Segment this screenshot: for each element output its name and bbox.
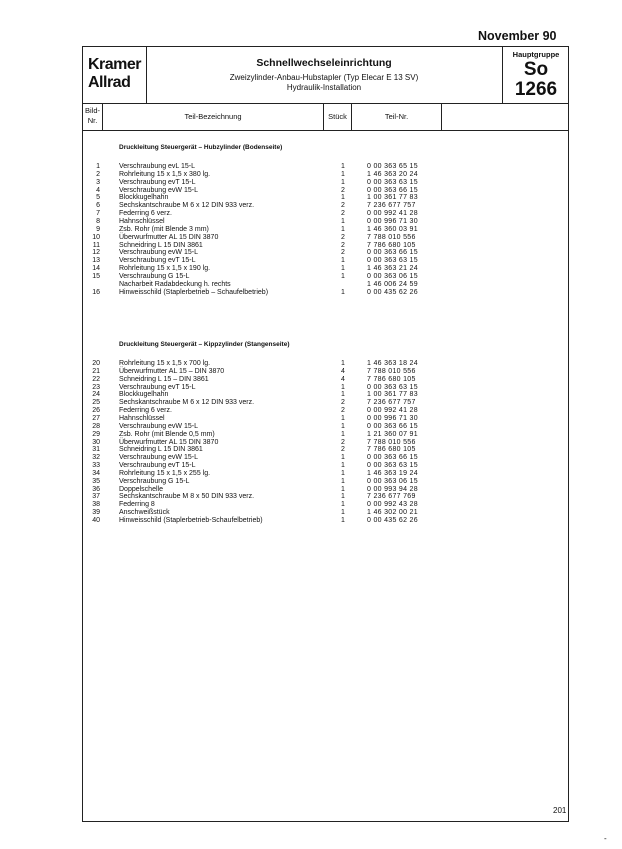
logo-line-1: Kramer xyxy=(88,56,142,73)
cell-teil-nr: 1 46 363 19 24 xyxy=(367,469,418,477)
cell-teil-nr: 0 00 363 65 15 xyxy=(367,163,418,170)
cell-teil-bezeichnung: Hahnschlüssel xyxy=(119,217,165,225)
cell-bild-nr: 9 xyxy=(96,225,100,233)
table-row xyxy=(83,376,568,384)
cell-stueck: 2 xyxy=(341,202,345,210)
cell-bild-nr: 3 xyxy=(96,178,100,186)
cell-stueck: 1 xyxy=(341,194,345,202)
cell-bild-nr: 31 xyxy=(92,446,100,454)
cell-stueck: 2 xyxy=(341,249,345,257)
table-row xyxy=(83,368,568,376)
cell-teil-nr: 7 236 677 757 xyxy=(367,399,416,407)
brand-logo xyxy=(83,47,147,103)
table-row xyxy=(83,281,568,289)
cell-teil-bezeichnung: Schneidring L 15 – DIN 3861 xyxy=(119,375,209,383)
cell-stueck: 1 xyxy=(341,383,345,391)
cell-teil-bezeichnung: Hinweisschild (Staplerbetrieb – Schaufelbetrieb) xyxy=(119,288,269,296)
cell-teil-nr: 0 00 363 63 15 xyxy=(367,462,418,470)
table-row xyxy=(83,493,568,501)
cell-stueck: 2 xyxy=(341,438,345,446)
cell-teil-bezeichnung: Verschraubung evL 15-L xyxy=(119,163,196,170)
cell-teil-bezeichnung: Verschraubung evT 15-L xyxy=(119,383,196,391)
cell-bild-nr: 40 xyxy=(92,517,100,524)
table-row xyxy=(83,360,568,368)
cell-teil-nr: 1 00 361 77 83 xyxy=(367,391,418,399)
cell-teil-nr: 0 00 363 66 15 xyxy=(367,422,418,430)
page-number: 201 xyxy=(553,806,567,815)
column-header-stueck: Stück xyxy=(324,103,352,130)
column-header-nr: Nr. xyxy=(87,116,98,125)
cell-bild-nr: 22 xyxy=(92,375,100,383)
hauptgruppe-box xyxy=(502,47,569,103)
table-row xyxy=(83,517,568,525)
cell-bild-nr: 28 xyxy=(92,422,100,430)
cell-bild-nr: 32 xyxy=(92,454,100,462)
cell-stueck: 2 xyxy=(341,233,345,241)
cell-stueck: 4 xyxy=(341,367,345,375)
cell-teil-nr: 7 236 677 757 xyxy=(367,202,416,210)
cell-teil-bezeichnung: Rohrleitung 15 x 1,5 x 380 lg. xyxy=(119,170,211,178)
cell-teil-nr: 0 00 993 94 28 xyxy=(367,485,418,493)
cell-stueck: 1 xyxy=(341,517,345,524)
table-row xyxy=(83,431,568,439)
cell-teil-nr: 7 236 677 769 xyxy=(367,493,416,501)
cell-bild-nr: 12 xyxy=(92,249,100,257)
cell-teil-bezeichnung: Verschraubung G 15-L xyxy=(119,477,190,485)
cell-teil-bezeichnung: Federring 8 xyxy=(119,501,155,509)
cell-bild-nr: 30 xyxy=(92,438,100,446)
cell-teil-nr: 1 46 006 24 59 xyxy=(367,280,418,288)
cell-teil-bezeichnung: Verschraubung evT 15-L xyxy=(119,178,196,186)
cell-stueck: 1 xyxy=(341,170,345,178)
table-row xyxy=(83,234,568,242)
cell-teil-nr: 1 46 302 00 21 xyxy=(367,509,418,517)
cell-stueck: 1 xyxy=(341,257,345,265)
cell-bild-nr: 20 xyxy=(92,360,100,367)
page-subtitle-2: Hydraulik-Installation xyxy=(286,83,362,92)
column-header-blank xyxy=(442,103,568,130)
cell-stueck: 1 xyxy=(341,414,345,422)
cell-teil-nr: 0 00 996 71 30 xyxy=(367,217,418,225)
cell-bild-nr: 21 xyxy=(92,367,100,375)
parts-list-frame xyxy=(82,46,569,822)
cell-teil-nr: 0 00 992 43 28 xyxy=(367,501,418,509)
cell-stueck: 1 xyxy=(341,422,345,430)
cell-teil-nr: 7 786 680 105 xyxy=(367,375,416,383)
cell-teil-bezeichnung: Doppelschelle xyxy=(119,485,163,493)
cell-bild-nr: 7 xyxy=(96,210,100,218)
cell-stueck: 1 xyxy=(341,462,345,470)
cell-teil-bezeichnung: Überwurfmutter AL 15 DIN 3870 xyxy=(119,438,219,446)
cell-teil-bezeichnung: Anschweißstück xyxy=(119,509,170,517)
cell-stueck: 1 xyxy=(341,485,345,493)
cell-teil-bezeichnung: Überwurfmutter AL 15 DIN 3870 xyxy=(119,233,219,241)
column-header-row xyxy=(83,103,568,131)
cell-teil-nr: 0 00 435 62 26 xyxy=(367,288,418,296)
table-row xyxy=(83,289,568,297)
cell-teil-nr: 7 786 680 105 xyxy=(367,446,416,454)
cell-stueck: 2 xyxy=(341,399,345,407)
cell-stueck: 1 xyxy=(341,265,345,273)
cell-stueck: 1 xyxy=(341,391,345,399)
table-row xyxy=(83,171,568,179)
cell-teil-bezeichnung: Blockkugelhahn xyxy=(119,194,169,202)
cell-teil-nr: 0 00 996 71 30 xyxy=(367,414,418,422)
cell-stueck: 2 xyxy=(341,210,345,218)
cell-teil-nr: 0 00 435 62 26 xyxy=(367,517,418,524)
cell-bild-nr: 33 xyxy=(92,462,100,470)
cell-teil-bezeichnung: Hahnschlüssel xyxy=(119,414,165,422)
table-row xyxy=(83,187,568,195)
cell-bild-nr: 23 xyxy=(92,383,100,391)
column-header-teilnr: Teil-Nr. xyxy=(352,103,442,130)
cell-teil-nr: 0 00 363 06 15 xyxy=(367,477,418,485)
cell-bild-nr: 14 xyxy=(92,265,100,273)
table-row xyxy=(83,249,568,257)
page-title: Schnellwechseleinrichtung xyxy=(256,57,392,69)
cell-teil-nr: 1 21 360 07 91 xyxy=(367,430,418,438)
cell-bild-nr: 4 xyxy=(96,186,100,194)
cell-teil-nr: 0 00 363 66 15 xyxy=(367,249,418,257)
cell-bild-nr: 2 xyxy=(96,170,100,178)
table-row xyxy=(83,210,568,218)
cell-stueck: 1 xyxy=(341,469,345,477)
cell-teil-bezeichnung: Zsb. Rohr (mit Blende 3 mm) xyxy=(119,225,209,233)
cell-teil-bezeichnung: Federring 6 verz. xyxy=(119,407,172,415)
cell-bild-nr: 29 xyxy=(92,430,100,438)
hauptgruppe-number: 1266 xyxy=(514,79,558,100)
cell-teil-nr: 7 788 010 556 xyxy=(367,367,416,375)
cell-teil-bezeichnung: Schneidring L 15 DIN 3861 xyxy=(119,446,203,454)
hauptgruppe-so: So xyxy=(523,59,549,80)
cell-teil-bezeichnung: Blockkugelhahn xyxy=(119,391,169,399)
cell-teil-nr: 1 46 360 03 91 xyxy=(367,225,418,233)
cell-teil-bezeichnung: Sechskantschraube M 6 x 12 DIN 933 verz. xyxy=(119,202,255,210)
cell-stueck: 1 xyxy=(341,217,345,225)
cell-teil-bezeichnung: Überwurfmutter AL 15 – DIN 3870 xyxy=(119,367,225,375)
cell-stueck: 1 xyxy=(341,288,345,296)
cell-stueck: 1 xyxy=(341,493,345,501)
cell-bild-nr: 8 xyxy=(96,217,100,225)
table-row xyxy=(83,179,568,187)
cell-teil-bezeichnung: Verschraubung evT 15-L xyxy=(119,257,196,265)
cell-teil-nr: 0 00 363 63 15 xyxy=(367,257,418,265)
cell-teil-nr: 0 00 363 63 15 xyxy=(367,178,418,186)
cell-stueck: 1 xyxy=(341,501,345,509)
cell-teil-nr: 0 00 363 66 15 xyxy=(367,186,418,194)
section-title: Druckleitung Steuergerät – Hubzylinder (Bodenseite) xyxy=(119,144,283,151)
cell-teil-bezeichnung: Federring 6 verz. xyxy=(119,210,172,218)
page-mark: - xyxy=(604,834,607,843)
cell-teil-nr: 0 00 363 63 15 xyxy=(367,383,418,391)
cell-stueck: 1 xyxy=(341,178,345,186)
cell-stueck: 2 xyxy=(341,407,345,415)
cell-teil-nr: 1 46 363 18 24 xyxy=(367,360,418,367)
cell-teil-bezeichnung: Rohrleitung 15 x 1,5 x 700 lg. xyxy=(119,360,211,367)
cell-bild-nr: 25 xyxy=(92,399,100,407)
table-row xyxy=(83,384,568,392)
table-row xyxy=(83,446,568,454)
cell-bild-nr: 38 xyxy=(92,501,100,509)
cell-bild-nr: 10 xyxy=(92,233,100,241)
cell-bild-nr: 35 xyxy=(92,477,100,485)
cell-stueck: 1 xyxy=(341,509,345,517)
table-row xyxy=(83,407,568,415)
cell-stueck: 2 xyxy=(341,186,345,194)
cell-bild-nr: 11 xyxy=(92,241,100,249)
cell-teil-bezeichnung: Verschraubung evW 15-L xyxy=(119,422,198,430)
cell-teil-bezeichnung: Verschraubung evT 15-L xyxy=(119,462,196,470)
cell-bild-nr: 6 xyxy=(96,202,100,210)
page-subtitle: Zweizylinder-Anbau-Hubstapler (Typ Elecar E 13 SV) xyxy=(229,73,419,82)
table-row xyxy=(83,470,568,478)
table-row xyxy=(83,163,568,171)
cell-bild-nr: 5 xyxy=(96,194,100,202)
cell-stueck: 1 xyxy=(341,225,345,233)
table-row xyxy=(83,257,568,265)
logo-line-2: Allrad xyxy=(88,74,131,91)
table-row xyxy=(83,486,568,494)
table-row xyxy=(83,415,568,423)
table-row xyxy=(83,226,568,234)
cell-teil-bezeichnung: Nacharbeit Radabdeckung h. rechts xyxy=(119,280,231,288)
cell-teil-nr: 1 46 363 21 24 xyxy=(367,265,418,273)
table-row xyxy=(83,273,568,281)
hauptgruppe-label: Hauptgruppe xyxy=(512,50,560,59)
table-row xyxy=(83,462,568,470)
cell-bild-nr: 34 xyxy=(92,469,100,477)
cell-bild-nr: 27 xyxy=(92,414,100,422)
cell-bild-nr: 37 xyxy=(92,493,100,501)
cell-teil-nr: 0 00 992 41 28 xyxy=(367,210,418,218)
table-row xyxy=(83,242,568,250)
cell-teil-bezeichnung: Hinweisschild (Staplerbetrieb-Schaufelbetrieb) xyxy=(119,517,263,524)
cell-stueck: 1 xyxy=(341,477,345,485)
table-row xyxy=(83,194,568,202)
cell-teil-bezeichnung: Zsb. Rohr (mit Blende 0,5 mm) xyxy=(119,430,215,438)
title-block xyxy=(146,47,502,103)
table-row xyxy=(83,454,568,462)
table-row xyxy=(83,202,568,210)
cell-stueck: 1 xyxy=(341,430,345,438)
cell-stueck: 4 xyxy=(341,375,345,383)
cell-bild-nr: 26 xyxy=(92,407,100,415)
cell-teil-bezeichnung: Verschraubung evW 15-L xyxy=(119,186,198,194)
cell-bild-nr: 16 xyxy=(92,288,100,296)
cell-teil-bezeichnung: Verschraubung G 15-L xyxy=(119,272,190,280)
header-block xyxy=(83,47,568,104)
cell-bild-nr: 13 xyxy=(92,257,100,265)
cell-teil-nr: 0 00 363 66 15 xyxy=(367,454,418,462)
cell-bild-nr: 36 xyxy=(92,485,100,493)
cell-teil-bezeichnung: Sechskantschraube M 8 x 50 DIN 933 verz. xyxy=(119,493,255,501)
cell-teil-bezeichnung: Schneidring L 15 DIN 3861 xyxy=(119,241,203,249)
cell-teil-bezeichnung: Verschraubung evW 15-L xyxy=(119,249,198,257)
cell-teil-nr: 1 46 363 20 24 xyxy=(367,170,418,178)
cell-teil-bezeichnung: Verschraubung evW 15-L xyxy=(119,454,198,462)
column-header-bild-nr xyxy=(83,103,103,130)
cell-stueck: 1 xyxy=(341,454,345,462)
table-row xyxy=(83,218,568,226)
cell-bild-nr: 24 xyxy=(92,391,100,399)
column-header-bild: Bild- xyxy=(84,106,100,115)
cell-teil-nr: 1 00 361 77 83 xyxy=(367,194,418,202)
table-row xyxy=(83,423,568,431)
cell-stueck: 1 xyxy=(341,163,345,170)
cell-teil-nr: 7 788 010 556 xyxy=(367,233,416,241)
table-row xyxy=(83,439,568,447)
table-row xyxy=(83,501,568,509)
cell-stueck: 1 xyxy=(341,360,345,367)
table-row xyxy=(83,391,568,399)
cell-teil-bezeichnung: Sechskantschraube M 6 x 12 DIN 933 verz. xyxy=(119,399,255,407)
cell-teil-bezeichnung: Rohrleitung 15 x 1,5 x 255 lg. xyxy=(119,469,211,477)
cell-teil-bezeichnung: Rohrleitung 15 x 1,5 x 190 lg. xyxy=(119,265,211,273)
table-row xyxy=(83,399,568,407)
cell-stueck: 1 xyxy=(341,272,345,280)
cell-stueck: 2 xyxy=(341,446,345,454)
cell-bild-nr: 15 xyxy=(92,272,100,280)
cell-teil-nr: 7 788 010 556 xyxy=(367,438,416,446)
cell-teil-nr: 0 00 992 41 28 xyxy=(367,407,418,415)
cell-teil-nr: 0 00 363 06 15 xyxy=(367,272,418,280)
cell-teil-nr: 7 786 680 105 xyxy=(367,241,416,249)
cell-bild-nr: 1 xyxy=(96,163,100,170)
column-header-teil: Teil-Bezeichnung xyxy=(103,103,324,130)
cell-bild-nr: 39 xyxy=(92,509,100,517)
cell-stueck: 2 xyxy=(341,241,345,249)
document-date: November 90 xyxy=(478,29,557,43)
section-title: Druckleitung Steuergerät – Kippzylinder (Stangenseite) xyxy=(119,341,290,348)
table-row xyxy=(83,265,568,273)
table-row xyxy=(83,478,568,486)
table-row xyxy=(83,509,568,517)
